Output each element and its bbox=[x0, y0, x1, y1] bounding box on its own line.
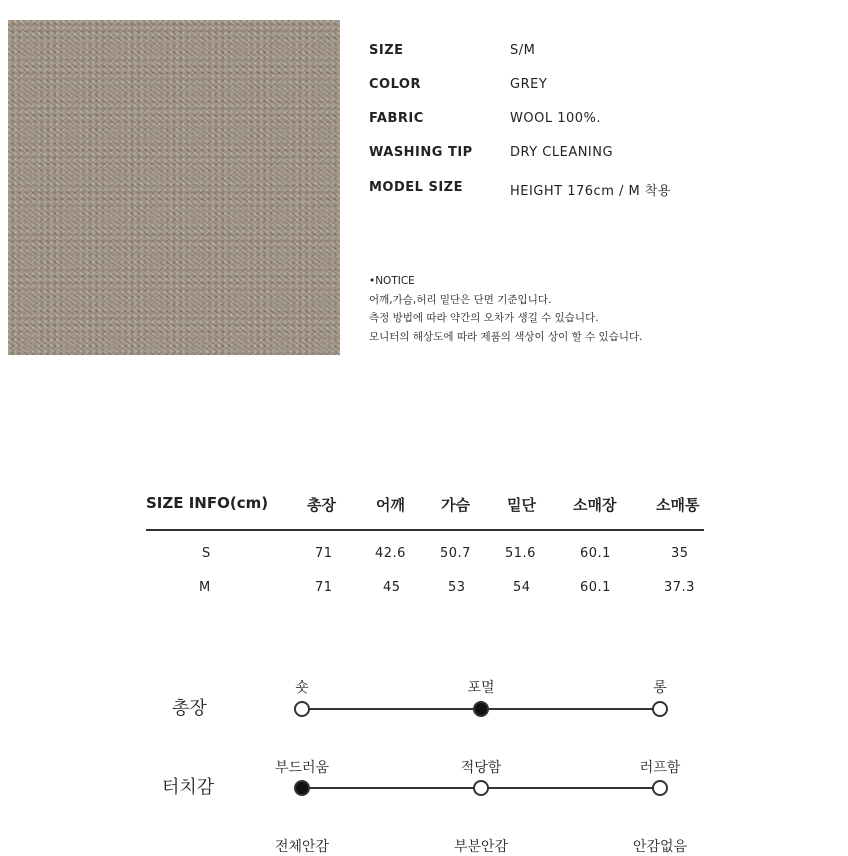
spec-label: SIZE bbox=[369, 43, 404, 58]
spec-label: COLOR bbox=[369, 77, 421, 92]
rating-label-touch: 터치감 bbox=[162, 777, 215, 798]
rating-option-label: 숏 bbox=[295, 680, 309, 696]
size-info-header: SIZE INFO(cm) bbox=[146, 494, 269, 512]
spec-value: WOOL 100%. bbox=[510, 111, 601, 126]
table-divider bbox=[146, 529, 704, 531]
rating-option-label: 러프함 bbox=[639, 760, 681, 776]
spec-label: MODEL SIZE bbox=[369, 180, 463, 195]
rating-dot bbox=[294, 701, 310, 717]
rating-dot bbox=[652, 780, 668, 796]
table-cell: 42.6 bbox=[375, 546, 406, 561]
table-cell: 50.7 bbox=[440, 546, 471, 561]
column-header: 어깨 bbox=[376, 496, 405, 514]
rating-option-label: 적당함 bbox=[460, 760, 502, 776]
table-cell: 37.3 bbox=[664, 580, 695, 595]
rating-option-label: 전체안감 bbox=[274, 839, 330, 855]
rating-dot-selected bbox=[473, 701, 489, 717]
notice-line: 모니터의 해상도에 따라 제품의 색상이 상이 할 수 있습니다. bbox=[369, 330, 643, 343]
spec-value: DRY CLEANING bbox=[510, 145, 614, 160]
notice-line: 측정 방법에 따라 약간의 오차가 생길 수 있습니다. bbox=[369, 312, 599, 324]
rating-option-label: 포멀 bbox=[467, 680, 495, 696]
table-cell: 54 bbox=[513, 580, 531, 595]
rating-option-label: 안감없음 bbox=[632, 839, 688, 855]
column-header: 총장 bbox=[307, 496, 336, 514]
table-cell: 71 bbox=[315, 546, 333, 561]
notice-title: •NOTICE bbox=[369, 275, 415, 287]
rating-option-label: 부드러움 bbox=[274, 760, 330, 776]
spec-label: FABRIC bbox=[369, 111, 424, 126]
table-cell: 60.1 bbox=[580, 546, 611, 561]
table-cell-size: M bbox=[199, 580, 211, 595]
table-cell: 60.1 bbox=[580, 580, 611, 595]
table-cell: 53 bbox=[448, 580, 466, 595]
table-cell: 45 bbox=[383, 580, 401, 595]
table-cell: 71 bbox=[315, 580, 333, 595]
notice-line: 어깨,가슴,허리 밑단은 단면 기준입니다. bbox=[369, 293, 552, 306]
spec-value: HEIGHT 176cm / M 착용 bbox=[510, 184, 671, 199]
rating-dot bbox=[473, 780, 489, 796]
rating-dot bbox=[652, 701, 668, 717]
table-cell: 35 bbox=[671, 546, 689, 561]
table-cell: 51.6 bbox=[505, 546, 536, 561]
column-header: 가슴 bbox=[441, 496, 470, 514]
rating-option-label: 롱 bbox=[653, 680, 667, 696]
fabric-swatch-image bbox=[8, 20, 340, 355]
spec-label: WASHING TIP bbox=[369, 145, 473, 160]
column-header: 소매장 bbox=[573, 496, 617, 514]
column-header: 소매통 bbox=[656, 496, 700, 514]
notice-block bbox=[369, 272, 642, 346]
rating-dot-selected bbox=[294, 780, 310, 796]
table-cell-size: S bbox=[202, 546, 211, 561]
column-header: 밑단 bbox=[507, 496, 536, 514]
rating-option-label: 부분안감 bbox=[453, 839, 509, 855]
rating-label-length: 총장 bbox=[172, 698, 207, 719]
spec-value: S/M bbox=[510, 43, 536, 58]
spec-value: GREY bbox=[510, 77, 548, 92]
